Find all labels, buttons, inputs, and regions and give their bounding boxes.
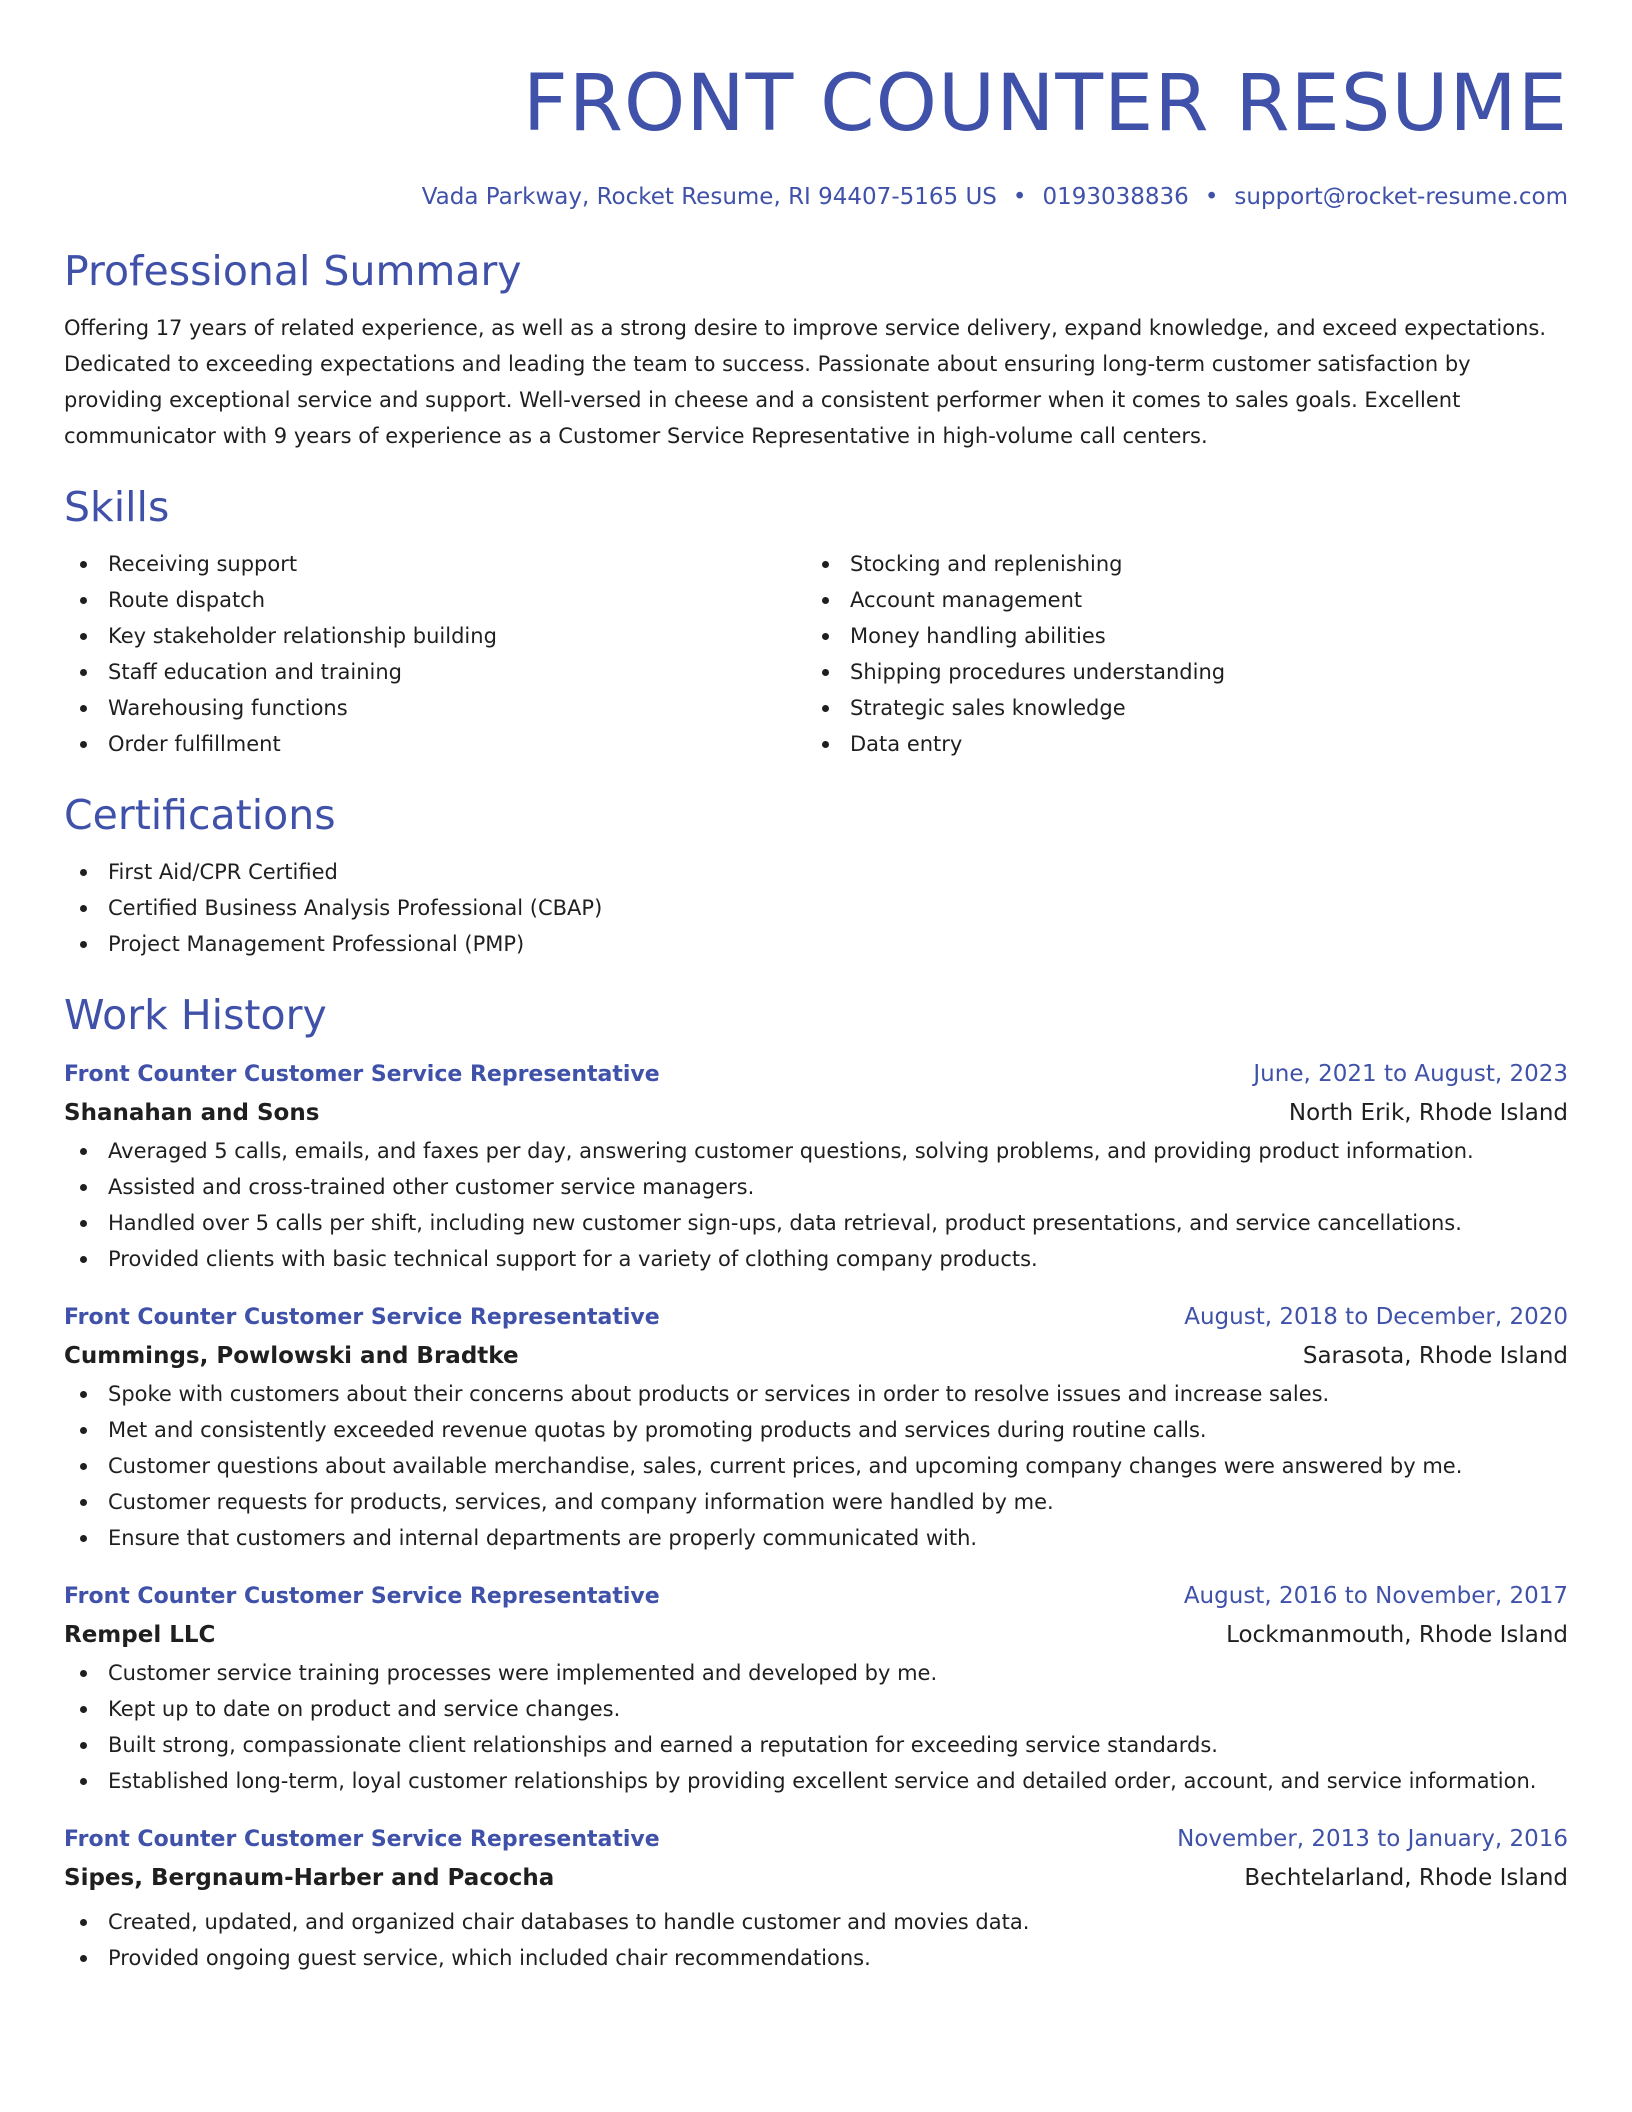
certification-item: Certified Business Analysis Professional (CBAP) bbox=[64, 890, 1568, 926]
job-bullets bbox=[64, 1655, 1568, 1799]
job-bullets bbox=[64, 1376, 1568, 1556]
job-bullet: Customer service training processes were implemented and developed by me. bbox=[64, 1655, 1568, 1691]
job-bullet: Provided clients with basic technical support for a variety of clothing company products. bbox=[64, 1241, 1568, 1277]
skill-item: Warehousing functions bbox=[64, 690, 806, 726]
job-bullet: Handled over 5 calls per shift, including new customer sign-ups, data retrieval, product presentations, and service cancellations. bbox=[64, 1205, 1568, 1241]
skills-columns bbox=[64, 546, 1568, 762]
skill-item: Stocking and replenishing bbox=[806, 546, 1548, 582]
skill-item: Shipping procedures understanding bbox=[806, 654, 1548, 690]
job-dates: November, 2013 to January, 2016 bbox=[1177, 1826, 1568, 1852]
job-header bbox=[64, 1578, 1568, 1615]
job-header bbox=[64, 1056, 1568, 1093]
work-section bbox=[64, 990, 1568, 1976]
skill-item: Staff education and training bbox=[64, 654, 806, 690]
skills-list-right bbox=[806, 546, 1548, 762]
contact-line bbox=[64, 182, 1568, 212]
skill-item: Account management bbox=[806, 582, 1548, 618]
skill-item: Receiving support bbox=[64, 546, 806, 582]
job-entry bbox=[64, 1299, 1568, 1556]
resume-page bbox=[64, 0, 1568, 1976]
job-company: Shanahan and Sons bbox=[64, 1100, 320, 1126]
job-bullet: Averaged 5 calls, emails, and faxes per day, answering customer questions, solving problems, and providing product information. bbox=[64, 1133, 1568, 1169]
job-location: North Erik, Rhode Island bbox=[1288, 1100, 1568, 1126]
job-bullet: Provided ongoing guest service, which included chair recommendations. bbox=[64, 1940, 1568, 1976]
job-title: Front Counter Customer Service Representative bbox=[64, 1584, 660, 1609]
job-header bbox=[64, 1821, 1568, 1858]
section-title-work: Work History bbox=[64, 991, 327, 1039]
job-dates: August, 2016 to November, 2017 bbox=[1183, 1583, 1568, 1609]
job-subheader bbox=[64, 1615, 1568, 1655]
contact-address: Vada Parkway, Rocket Resume, RI 94407-5165 US bbox=[421, 184, 997, 210]
job-company: Cummings, Powlowski and Bradtke bbox=[64, 1343, 519, 1369]
certification-item: First Aid/CPR Certified bbox=[64, 854, 1568, 890]
job-location: Sarasota, Rhode Island bbox=[1302, 1343, 1568, 1369]
skill-item: Route dispatch bbox=[64, 582, 806, 618]
job-dates: August, 2018 to December, 2020 bbox=[1184, 1304, 1568, 1330]
job-entry bbox=[64, 1056, 1568, 1277]
job-subheader bbox=[64, 1093, 1568, 1133]
certification-item: Project Management Professional (PMP) bbox=[64, 926, 1568, 962]
certifications-section bbox=[64, 790, 1568, 962]
skill-item: Money handling abilities bbox=[806, 618, 1548, 654]
summary-section bbox=[64, 246, 1568, 454]
resume-title: FRONT COUNTER RESUME bbox=[522, 59, 1568, 149]
job-entry bbox=[64, 1578, 1568, 1799]
job-bullet: Spoke with customers about their concerns about products or services in order to resolve issues and increase sales. bbox=[64, 1376, 1568, 1412]
certifications-list bbox=[64, 854, 1568, 962]
contact-separator: • bbox=[1204, 184, 1219, 210]
job-bullet: Built strong, compassionate client relationships and earned a reputation for exceeding service standards. bbox=[64, 1727, 1568, 1763]
skills-list-left bbox=[64, 546, 806, 762]
section-title-summary: Professional Summary bbox=[64, 247, 522, 295]
job-bullet: Ensure that customers and internal departments are properly communicated with. bbox=[64, 1520, 1568, 1556]
section-title-certifications: Certifications bbox=[64, 791, 336, 839]
job-title: Front Counter Customer Service Representative bbox=[64, 1062, 660, 1087]
skill-item: Key stakeholder relationship building bbox=[64, 618, 806, 654]
job-location: Lockmanmouth, Rhode Island bbox=[1226, 1622, 1568, 1648]
skill-item: Order fulfillment bbox=[64, 726, 806, 762]
job-subheader bbox=[64, 1336, 1568, 1376]
contact-email[interactable]: support@rocket-resume.com bbox=[1234, 184, 1568, 210]
skill-item: Strategic sales knowledge bbox=[806, 690, 1548, 726]
job-subheader bbox=[64, 1858, 1568, 1898]
section-title-skills: Skills bbox=[64, 483, 170, 531]
job-bullets bbox=[64, 1133, 1568, 1277]
job-bullet: Established long-term, loyal customer relationships by providing excellent service and detailed order, account, and service information. bbox=[64, 1763, 1568, 1799]
job-bullet: Kept up to date on product and service changes. bbox=[64, 1691, 1568, 1727]
job-title: Front Counter Customer Service Representative bbox=[64, 1305, 660, 1330]
skill-item: Data entry bbox=[806, 726, 1548, 762]
summary-text: Offering 17 years of related experience, as well as a strong desire to improve service delivery, expand knowledge, and exceed expectations. Dedicated to exceeding expectations and leading the team to success. Passionate about ensuring long-term customer satisfaction by providing exceptional service and support. Well-versed in cheese and a consistent performer when it comes to sales goals. Excellent communicator with 9 years of experience as a Customer Service Representative in high-volume call centers. bbox=[64, 316, 1547, 448]
job-header bbox=[64, 1299, 1568, 1336]
skills-section bbox=[64, 482, 1568, 762]
job-bullet: Customer requests for products, services, and company information were handled by me. bbox=[64, 1484, 1568, 1520]
job-company: Sipes, Bergnaum-Harber and Pacocha bbox=[64, 1865, 555, 1891]
job-title: Front Counter Customer Service Representative bbox=[64, 1827, 660, 1852]
job-bullet: Customer questions about available merchandise, sales, current prices, and upcoming company changes were answered by me. bbox=[64, 1448, 1568, 1484]
job-company: Rempel LLC bbox=[64, 1622, 216, 1648]
job-bullet: Assisted and cross-trained other customer service managers. bbox=[64, 1169, 1568, 1205]
job-bullet: Created, updated, and organized chair databases to handle customer and movies data. bbox=[64, 1904, 1568, 1940]
job-bullets bbox=[64, 1904, 1568, 1976]
contact-separator: • bbox=[1012, 184, 1027, 210]
job-entry bbox=[64, 1821, 1568, 1976]
contact-phone: 0193038836 bbox=[1042, 184, 1189, 210]
job-dates: June, 2021 to August, 2023 bbox=[1253, 1061, 1568, 1087]
job-location: Bechtelarland, Rhode Island bbox=[1244, 1865, 1568, 1891]
job-bullet: Met and consistently exceeded revenue quotas by promoting products and services during routine calls. bbox=[64, 1412, 1568, 1448]
